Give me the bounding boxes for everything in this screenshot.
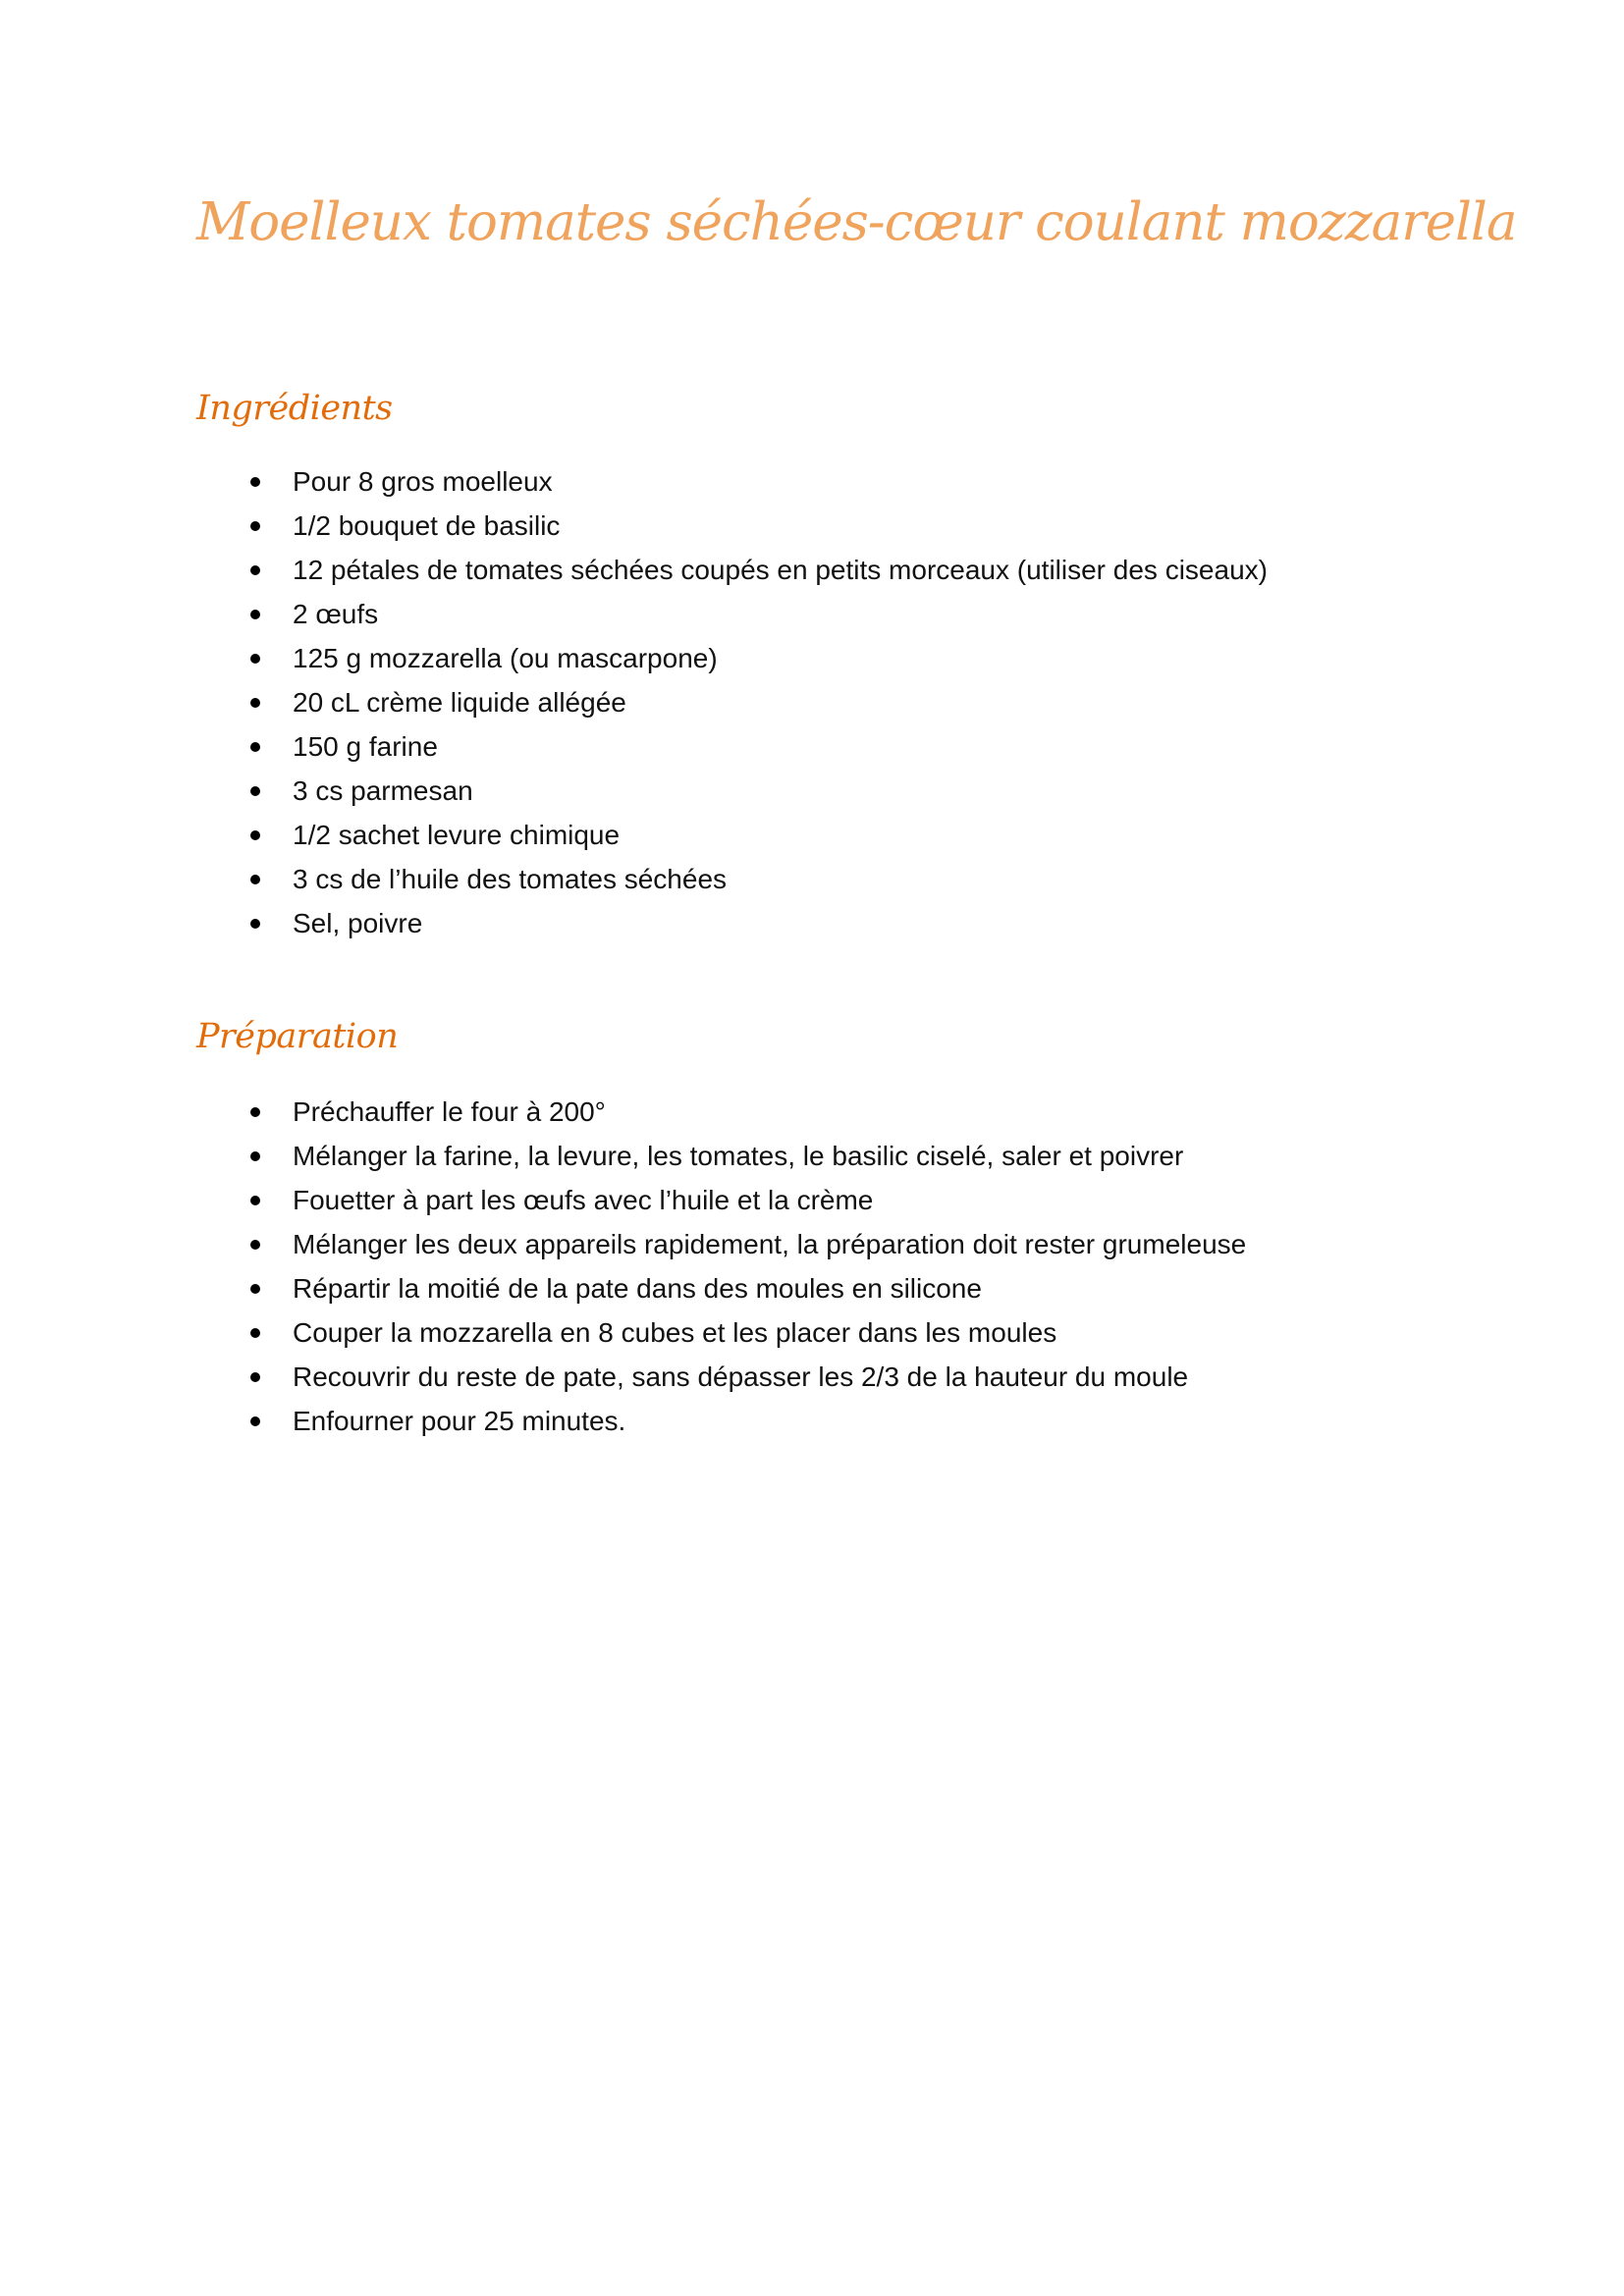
bullet-icon bbox=[250, 742, 260, 752]
ingredient-text: Sel, poivre bbox=[293, 908, 423, 938]
preparation-text: Mélanger les deux appareils rapidement, la préparation doit rester grumeleuse bbox=[293, 1229, 1247, 1259]
recipe-title: Moelleux tomates séchées-cœur coulant mozzarella bbox=[196, 192, 1517, 252]
preparation-text: Mélanger la farine, la levure, les tomates, le basilic ciselé, saler et poivrer bbox=[293, 1141, 1184, 1171]
bullet-icon bbox=[250, 1328, 260, 1338]
ingredient-text: Pour 8 gros moelleux bbox=[293, 466, 553, 497]
preparation-text: Recouvrir du reste de pate, sans dépasser les 2/3 de la hauteur du moule bbox=[293, 1362, 1189, 1392]
ingredient-text: 125 g mozzarella (ou mascarpone) bbox=[293, 643, 718, 673]
bullet-icon bbox=[250, 830, 260, 840]
preparation-text: Fouetter à part les œufs avec l’huile et la crème bbox=[293, 1185, 874, 1215]
ingredient-text: 20 cL crème liquide allégée bbox=[293, 687, 626, 718]
bullet-icon bbox=[250, 919, 260, 929]
ingredient-text: 3 cs parmesan bbox=[293, 775, 473, 806]
ingredients-heading: Ingrédients bbox=[196, 389, 393, 428]
bullet-icon bbox=[250, 698, 260, 708]
ingredient-text: 150 g farine bbox=[293, 731, 438, 762]
bullet-icon bbox=[250, 654, 260, 664]
preparation-text: Répartir la moitié de la pate dans des moules en silicone bbox=[293, 1273, 982, 1304]
bullet-icon bbox=[250, 1151, 260, 1161]
bullet-icon bbox=[250, 1416, 260, 1426]
preparation-heading: Préparation bbox=[196, 1017, 399, 1056]
preparation-text: Préchauffer le four à 200° bbox=[293, 1096, 606, 1127]
bullet-icon bbox=[250, 1107, 260, 1117]
bullet-icon bbox=[250, 1196, 260, 1205]
bullet-icon bbox=[250, 1284, 260, 1294]
preparation-text: Enfourner pour 25 minutes. bbox=[293, 1406, 626, 1436]
ingredient-text: 1/2 bouquet de basilic bbox=[293, 510, 561, 541]
ingredient-text: 3 cs de l’huile des tomates séchées bbox=[293, 864, 728, 894]
ingredient-text: 12 pétales de tomates séchées coupés en petits morceaux (utiliser des ciseaux) bbox=[293, 555, 1268, 585]
bullet-icon bbox=[250, 521, 260, 531]
bullet-icon bbox=[250, 610, 260, 619]
preparation-text: Couper la mozzarella en 8 cubes et les placer dans les moules bbox=[293, 1317, 1057, 1348]
bullet-icon bbox=[250, 875, 260, 884]
bullet-icon bbox=[250, 565, 260, 575]
bullet-icon bbox=[250, 1372, 260, 1382]
ingredient-text: 1/2 sachet levure chimique bbox=[293, 820, 621, 850]
bullet-icon bbox=[250, 1240, 260, 1250]
ingredient-text: 2 œufs bbox=[293, 599, 379, 629]
bullet-icon bbox=[250, 786, 260, 796]
bullet-icon bbox=[250, 477, 260, 487]
